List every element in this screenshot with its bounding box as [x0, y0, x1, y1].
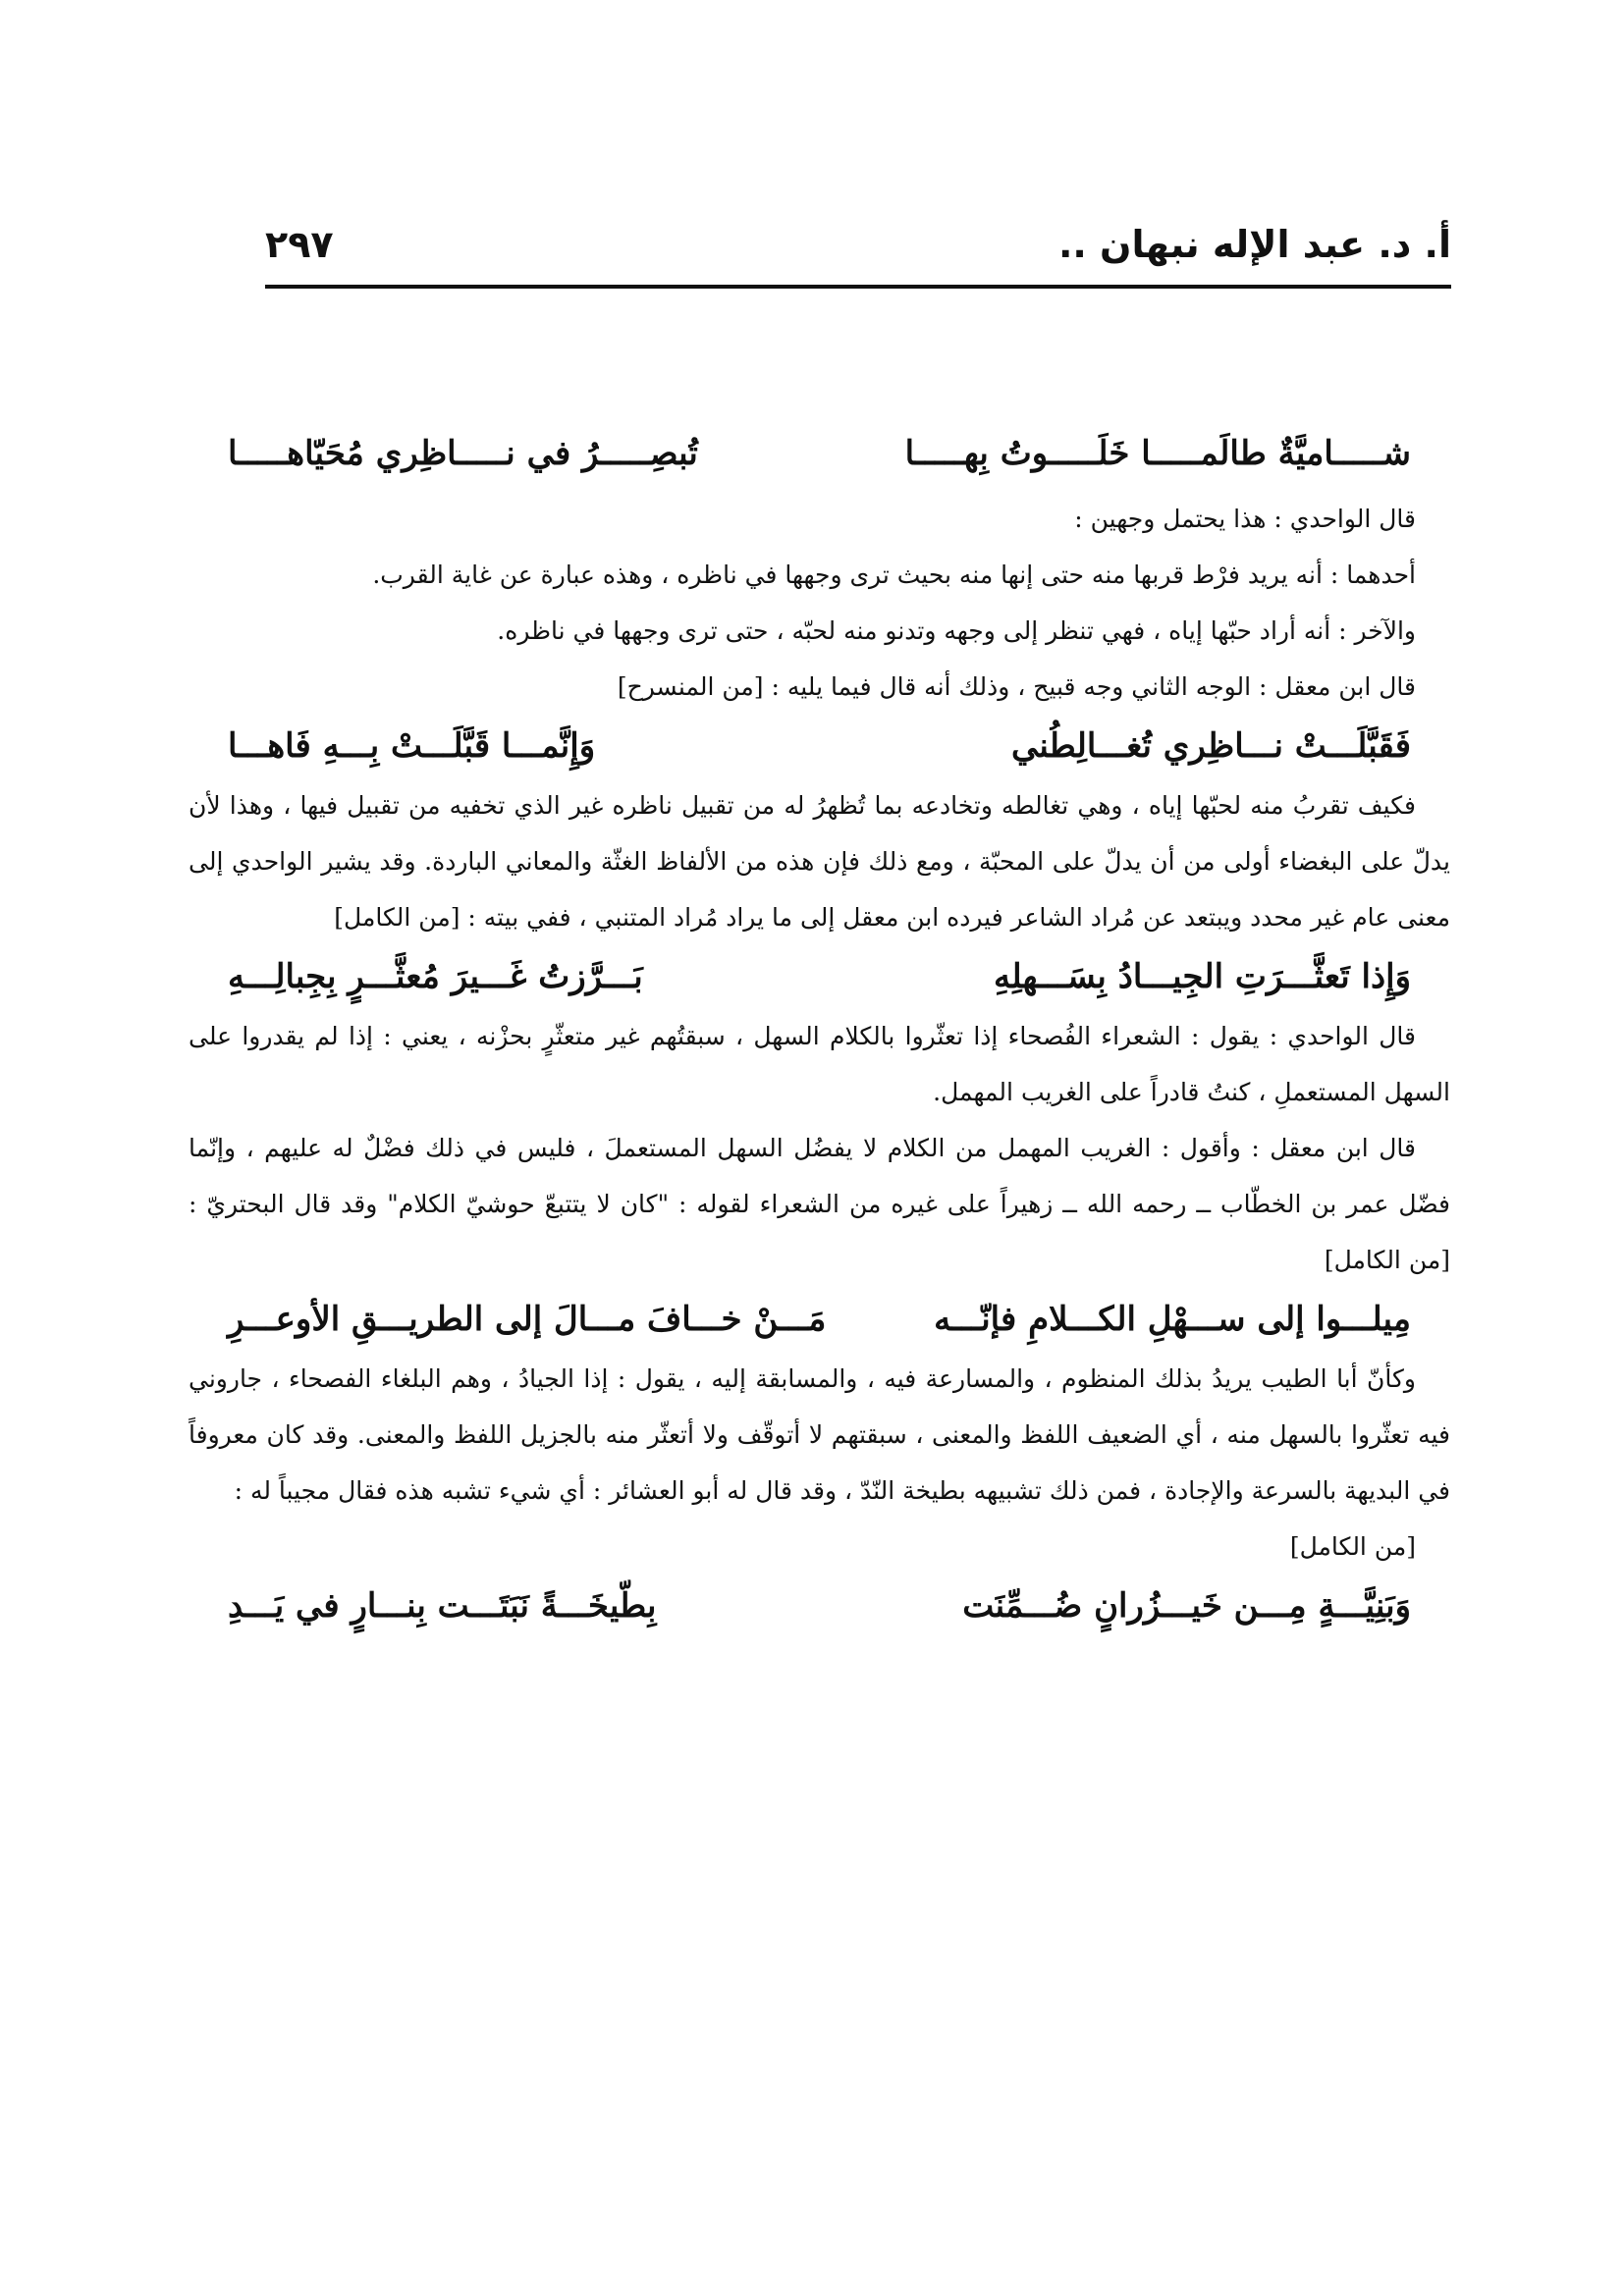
paragraph: قال ابن معقل : الوجه الثاني وجه قبيح ، وذلك أنه قال فيما يليه : [من المنسرح]	[617, 672, 1416, 701]
verse-line	[189, 422, 1450, 485]
paragraph: قال الواحدي : هذا يحتمل وجهين :	[1074, 505, 1416, 533]
verse-second-hemistich: بَـــرَّزتُ غَـــيرَ مُعثَّـــرٍ بِجِبالِـــهِ	[228, 957, 643, 996]
verse-first-hemistich: مِيلـــوا إلى ســـهْلِ الكـــلامِ فإنّـــه	[934, 1300, 1411, 1339]
verse-line	[189, 715, 1450, 777]
verse-first-hemistich: وَبَنِيَّـــةٍ مِـــن خَيـــزُرانٍ ضُـــمِّنَت	[962, 1586, 1411, 1626]
verse-first-hemistich: فَقَبَّلَـــتْ نـــاظِري تُغـــالِطُني	[1010, 726, 1411, 766]
verse-first-hemistich: شـــــاميَّةٌ طالَمـــــا خَلَـــــوتُ بِهـــــا	[904, 434, 1411, 473]
paragraph: فكيف تقربُ منه لحبّها إياه ، وهي تغالطه وتخادعه بما تُظهرُ له من تقبيل ناظره غير الذي تخفيه من تقبيل فيها ، وهذا لأن يدلّ على البغضاء أولى من أن يدلّ على المحبّة ، ومع ذلك فإن هذه من الألفاظ الغثّة والمعاني الباردة. وقد يشير الواحدي إلى معنى عام غير محدد ويبتعد عن مُراد الشاعر فيرده ابن معقل إلى ما يراد مُراد المتنبي ، ففي بيته : [من الكامل]	[189, 791, 1450, 932]
header-author: أ. د. عبد الإله نبهان ..	[1057, 223, 1451, 266]
paragraph: قال الواحدي : يقول : الشعراء الفُصحاء إذا تعثّروا بالكلام السهل ، سبقتُهم غير متعثّرٍ بحزْنه ، يعني : إذا لم يقدروا على السهل المستعملِ ، كنتُ قادراً على الغريب المهمل.	[189, 1022, 1450, 1106]
verse-first-hemistich: وَإِذا تَعثَّـــرَتِ الجِيـــادُ بِسَـــهلِهِ	[994, 957, 1411, 996]
verse-second-hemistich: مَـــنْ خـــافَ مـــالَ إلى الطريـــقِ الأوعـــرِ	[228, 1300, 827, 1339]
verse-line	[189, 1288, 1450, 1351]
paragraph: وكأنّ أبا الطيب يريدُ بذلك المنظوم ، والمسارعة فيه ، والمسابقة إليه ، يقول : إذا الجيادُ ، وهم البلغاء الفصحاء ، جاروني فيه تعثّروا بالسهل منه ، أي الضعيف اللفظ والمعنى ، سبقتهم لا أتوقّف ولا أتعثّر منه بالجزيل اللفظ والمعنى. وقد كان معروفاً في البديهة بالسرعة والإجادة ، فمن ذلك تشبيهه بطيخة النّدّ ، وقد قال له أبو العشائر : أي شيء تشبه هذه فقال مجيباً له :	[189, 1364, 1450, 1505]
running-header	[265, 211, 1451, 290]
paragraph: والآخر : أنه أراد حبّها إياه ، فهي تنظر إلى وجهه وتدنو منه لحبّه ، حتى ترى وجهها في ناظره.	[497, 616, 1416, 645]
page-body	[189, 422, 1450, 1637]
header-rule	[265, 285, 1451, 289]
verse-line	[189, 1575, 1450, 1637]
paragraph: قال ابن معقل : وأقول : الغريب المهمل من الكلام لا يفضُل السهل المستعملَ ، فليس في ذلك فضْلٌ له عليهم ، وإنّما فضّل عمر بن الخطّاب ــ رحمه الله ــ زهيراً على غيره من الشعراء لقوله : "كان لا يتتبعّ حوشيّ الكلام" وقد قال البحتريّ : [من الكامل]	[189, 1134, 1450, 1274]
page-number: ٢٩٧	[265, 223, 334, 266]
verse-second-hemistich: بِطّيخَـــةً نَبَتَـــت بِنـــارٍ في يَـــدِ	[228, 1586, 657, 1626]
verse-second-hemistich: تُبصِـــــرُ في نـــــاظِري مُحَيّاهـــــا	[228, 434, 698, 473]
meter-label: [من الكامل]	[1289, 1532, 1416, 1561]
verse-line	[189, 945, 1450, 1008]
verse-second-hemistich: وَإِنَّمـــا قَبَّلَـــتْ بِـــهِ فَاهـــا	[228, 726, 596, 766]
paragraph: أحدهما : أنه يريد فرْط قربها منه حتى إنها منه بحيث ترى وجهها في ناظره ، وهذه عبارة عن غاية القرب.	[372, 561, 1416, 589]
